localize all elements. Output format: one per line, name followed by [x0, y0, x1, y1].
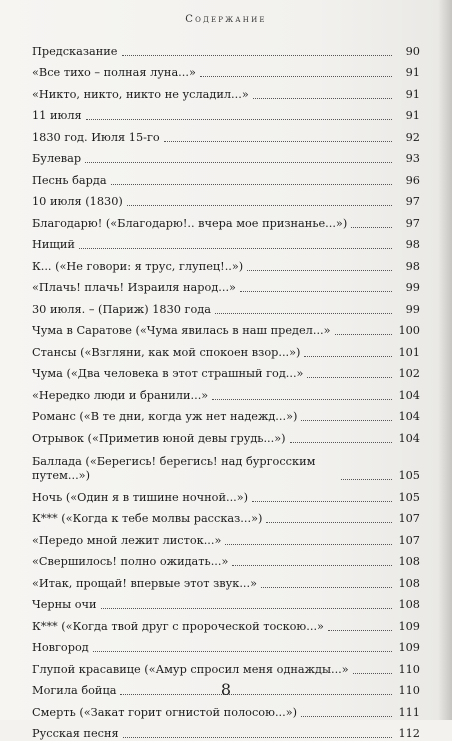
toc-entry	[32, 698, 420, 720]
toc-entry	[32, 381, 420, 403]
dot-leader	[252, 501, 392, 502]
toc-entry	[32, 188, 420, 210]
toc-entry-page: 91	[396, 109, 420, 123]
toc-entry-title: «Итак, прощай! впервые этот звук...»	[32, 577, 257, 591]
toc-entry-page: 104	[396, 389, 420, 403]
toc-entry	[32, 209, 420, 231]
table-of-contents	[32, 37, 420, 741]
dot-leader	[93, 651, 392, 652]
toc-entry-page: 107	[396, 512, 420, 526]
toc-entry-page: 110	[396, 663, 420, 677]
toc-entry-page: 109	[396, 620, 420, 634]
toc-entry-page: 102	[396, 367, 420, 381]
dot-leader	[122, 55, 393, 56]
toc-entry-page: 98	[396, 260, 420, 274]
dot-leader	[307, 377, 392, 378]
toc-entry-page: 98	[396, 238, 420, 252]
toc-entry-title: Песнь барда	[32, 174, 107, 188]
toc-entry	[32, 338, 420, 360]
toc-entry	[32, 231, 420, 253]
toc-entry	[32, 102, 420, 124]
toc-entry-title: Русская песня	[32, 727, 119, 741]
toc-entry-page: 90	[396, 45, 420, 59]
dot-leader	[127, 205, 392, 206]
toc-entry-page: 93	[396, 152, 420, 166]
dot-leader	[290, 442, 392, 443]
toc-entry-page: 96	[396, 174, 420, 188]
toc-entry-page: 111	[396, 706, 420, 720]
dot-leader	[335, 334, 392, 335]
toc-entry-title: Булевар	[32, 152, 81, 166]
toc-entry-title: Новгород	[32, 641, 89, 655]
toc-entry	[32, 591, 420, 613]
toc-entry	[32, 274, 420, 296]
toc-entry-title: К*** («Когда твой друг с пророческой тоскою...»	[32, 620, 324, 634]
page-number: 8	[0, 680, 452, 699]
toc-entry-page: 99	[396, 281, 420, 295]
toc-entry-page: 105	[396, 491, 420, 505]
toc-entry	[32, 612, 420, 634]
toc-entry	[32, 446, 420, 484]
toc-entry-page: 105	[396, 469, 420, 483]
toc-entry	[32, 360, 420, 382]
toc-entry-title: Стансы («Взгляни, как мой спокоен взор...»)	[32, 346, 300, 360]
page-shadow	[438, 0, 452, 720]
toc-entry-page: 109	[396, 641, 420, 655]
dot-leader	[101, 608, 392, 609]
toc-entry-title: «Нередко люди и бранили...»	[32, 389, 208, 403]
dot-leader	[353, 673, 392, 674]
dot-leader	[123, 737, 392, 738]
toc-entry-title: Предсказание	[32, 45, 118, 59]
toc-entry-page: 104	[396, 410, 420, 424]
toc-entry-title: 11 июля	[32, 109, 82, 123]
toc-entry-title: «Свершилось! полно ожидать...»	[32, 555, 228, 569]
toc-entry-page: 99	[396, 303, 420, 317]
toc-entry-title: 10 июля (1830)	[32, 195, 123, 209]
dot-leader	[225, 544, 392, 545]
toc-entry-title: «Передо мной лежит листок...»	[32, 534, 221, 548]
dot-leader	[341, 479, 392, 480]
toc-entry-title: Смерть («Закат горит огнистой полосою...»)	[32, 706, 297, 720]
dot-leader	[253, 98, 392, 99]
toc-entry-page: 91	[396, 88, 420, 102]
toc-entry-page: 91	[396, 66, 420, 80]
toc-entry-title: К... («Не говори: я трус, глупец!..»)	[32, 260, 243, 274]
toc-entry	[32, 37, 420, 59]
toc-entry	[32, 252, 420, 274]
toc-entry-title: Чума в Саратове («Чума явилась в наш предел...»	[32, 324, 331, 338]
toc-entry-page: 112	[396, 727, 420, 741]
toc-entry	[32, 720, 420, 741]
toc-entry	[32, 548, 420, 570]
toc-entry	[32, 145, 420, 167]
toc-entry	[32, 403, 420, 425]
dot-leader	[304, 356, 392, 357]
toc-entry-page: 92	[396, 131, 420, 145]
toc-entry	[32, 424, 420, 446]
toc-entry-title: Благодарю! («Благодарю!.. вчера мое признанье...»)	[32, 217, 347, 231]
toc-entry-title: Могила бойца	[32, 684, 116, 698]
toc-entry	[32, 655, 420, 677]
toc-entry-title: «Плачь! плачь! Израиля народ...»	[32, 281, 236, 295]
toc-entry-title: Ночь («Один я в тишине ночной...»)	[32, 491, 248, 505]
dot-leader	[351, 227, 392, 228]
toc-entry	[32, 317, 420, 339]
toc-entry-title: «Никто, никто, никто не усладил...»	[32, 88, 249, 102]
dot-leader	[164, 141, 392, 142]
toc-entry-page: 110	[396, 684, 420, 698]
toc-entry-page: 97	[396, 195, 420, 209]
dot-leader	[328, 630, 392, 631]
dot-leader	[301, 716, 392, 717]
toc-entry	[32, 634, 420, 656]
toc-entry-page: 97	[396, 217, 420, 231]
toc-entry-page: 107	[396, 534, 420, 548]
dot-leader	[111, 184, 392, 185]
dot-leader	[247, 270, 392, 271]
toc-entry	[32, 166, 420, 188]
running-header: Содержание	[0, 14, 452, 25]
toc-entry	[32, 483, 420, 505]
dot-leader	[261, 587, 392, 588]
toc-entry	[32, 295, 420, 317]
dot-leader	[212, 399, 392, 400]
toc-entry-title: Нищий	[32, 238, 75, 252]
dot-leader	[215, 313, 392, 314]
toc-entry	[32, 59, 420, 81]
toc-entry	[32, 505, 420, 527]
toc-entry-title: 30 июля. – (Париж) 1830 года	[32, 303, 211, 317]
toc-entry-page: 101	[396, 346, 420, 360]
dot-leader	[232, 565, 392, 566]
toc-entry-page: 108	[396, 555, 420, 569]
dot-leader	[240, 291, 392, 292]
toc-entry-title: Отрывок («Приметив юной девы грудь...»)	[32, 432, 286, 446]
toc-entry-title: К*** («Когда к тебе молвы рассказ...»)	[32, 512, 262, 526]
dot-leader	[85, 162, 392, 163]
dot-leader	[79, 248, 392, 249]
toc-entry	[32, 123, 420, 145]
toc-entry-title: Баллада («Берегись! берегись! над бургосским путем...»)	[32, 455, 337, 483]
toc-entry-title: Глупой красавице («Амур спросил меня однажды...»	[32, 663, 349, 677]
toc-entry-title: Чума («Два человека в этот страшный год...»	[32, 367, 303, 381]
toc-entry-title: «Все тихо – полная луна...»	[32, 66, 196, 80]
dot-leader	[266, 522, 392, 523]
toc-entry-page: 104	[396, 432, 420, 446]
toc-entry	[32, 80, 420, 102]
toc-entry-title: Романс («В те дни, когда уж нет надежд...»)	[32, 410, 297, 424]
toc-entry	[32, 569, 420, 591]
toc-entry	[32, 526, 420, 548]
dot-leader	[200, 76, 392, 77]
toc-entry-page: 108	[396, 598, 420, 612]
toc-entry-title: 1830 год. Июля 15-го	[32, 131, 160, 145]
toc-entry-page: 108	[396, 577, 420, 591]
toc-entry-page: 100	[396, 324, 420, 338]
dot-leader	[86, 119, 392, 120]
dot-leader	[301, 420, 392, 421]
toc-entry-title: Черны очи	[32, 598, 97, 612]
